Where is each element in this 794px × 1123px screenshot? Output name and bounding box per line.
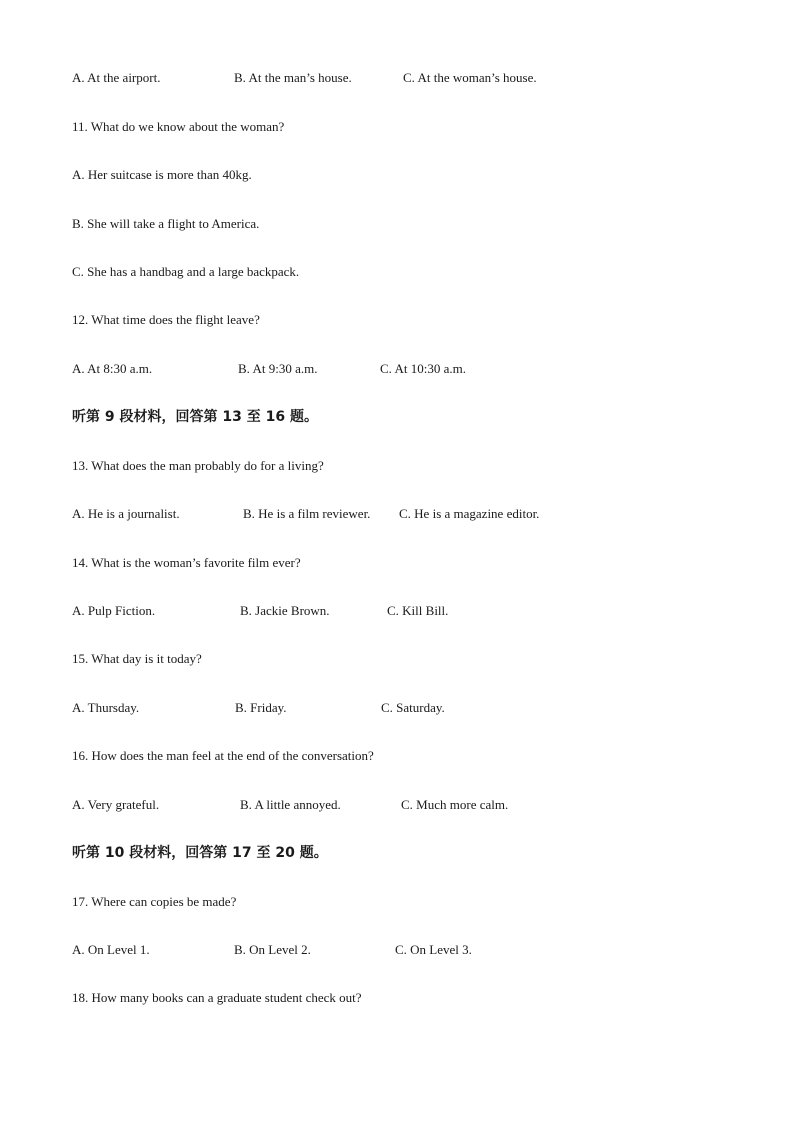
- option-c: C. At the woman’s house.: [403, 70, 537, 85]
- option-b: B. At 9:30 a.m.: [238, 361, 318, 376]
- option-a: A. At the airport.: [72, 70, 161, 85]
- option-a: A. On Level 1.: [72, 942, 150, 957]
- option-a: A. Very grateful.: [72, 797, 160, 812]
- option-b: B. At the man’s house.: [234, 70, 352, 85]
- option-c: C. Saturday.: [381, 700, 445, 715]
- section-heading: 听第 9 段材料，回答第 13 至 16 题。: [72, 409, 318, 425]
- option-b: B. He is a film reviewer.: [243, 506, 371, 521]
- option-c: C. Kill Bill.: [387, 603, 449, 618]
- question-18: 18. How many books can a graduate student check out?: [72, 990, 362, 1005]
- question-15: 15. What day is it today?: [72, 651, 202, 666]
- option-b: B. She will take a flight to America.: [72, 216, 260, 231]
- section-heading: 听第 10 段材料，回答第 17 至 20 题。: [72, 845, 328, 861]
- question-11: 11. What do we know about the woman?: [72, 119, 285, 134]
- option-a: A. Her suitcase is more than 40kg.: [72, 167, 252, 182]
- option-c: C. On Level 3.: [395, 942, 472, 957]
- option-b: B. A little annoyed.: [240, 797, 341, 812]
- question-16: 16. How does the man feel at the end of the conversation?: [72, 748, 374, 763]
- option-a: A. He is a journalist.: [72, 506, 180, 521]
- option-c: C. She has a handbag and a large backpack.: [72, 264, 300, 279]
- option-b: B. On Level 2.: [234, 942, 311, 957]
- option-c: C. At 10:30 a.m.: [380, 361, 466, 376]
- option-c: C. Much more calm.: [401, 797, 509, 812]
- option-b: B. Jackie Brown.: [240, 603, 330, 618]
- question-12: 12. What time does the flight leave?: [72, 312, 260, 327]
- option-b: B. Friday.: [235, 700, 287, 715]
- question-13: 13. What does the man probably do for a living?: [72, 458, 324, 473]
- option-a: A. At 8:30 a.m.: [72, 361, 153, 376]
- option-c: C. He is a magazine editor.: [399, 506, 540, 521]
- question-14: 14. What is the woman’s favorite film ever?: [72, 555, 301, 570]
- option-a: A. Thursday.: [72, 700, 140, 715]
- option-a: A. Pulp Fiction.: [72, 603, 156, 618]
- question-17: 17. Where can copies be made?: [72, 894, 237, 909]
